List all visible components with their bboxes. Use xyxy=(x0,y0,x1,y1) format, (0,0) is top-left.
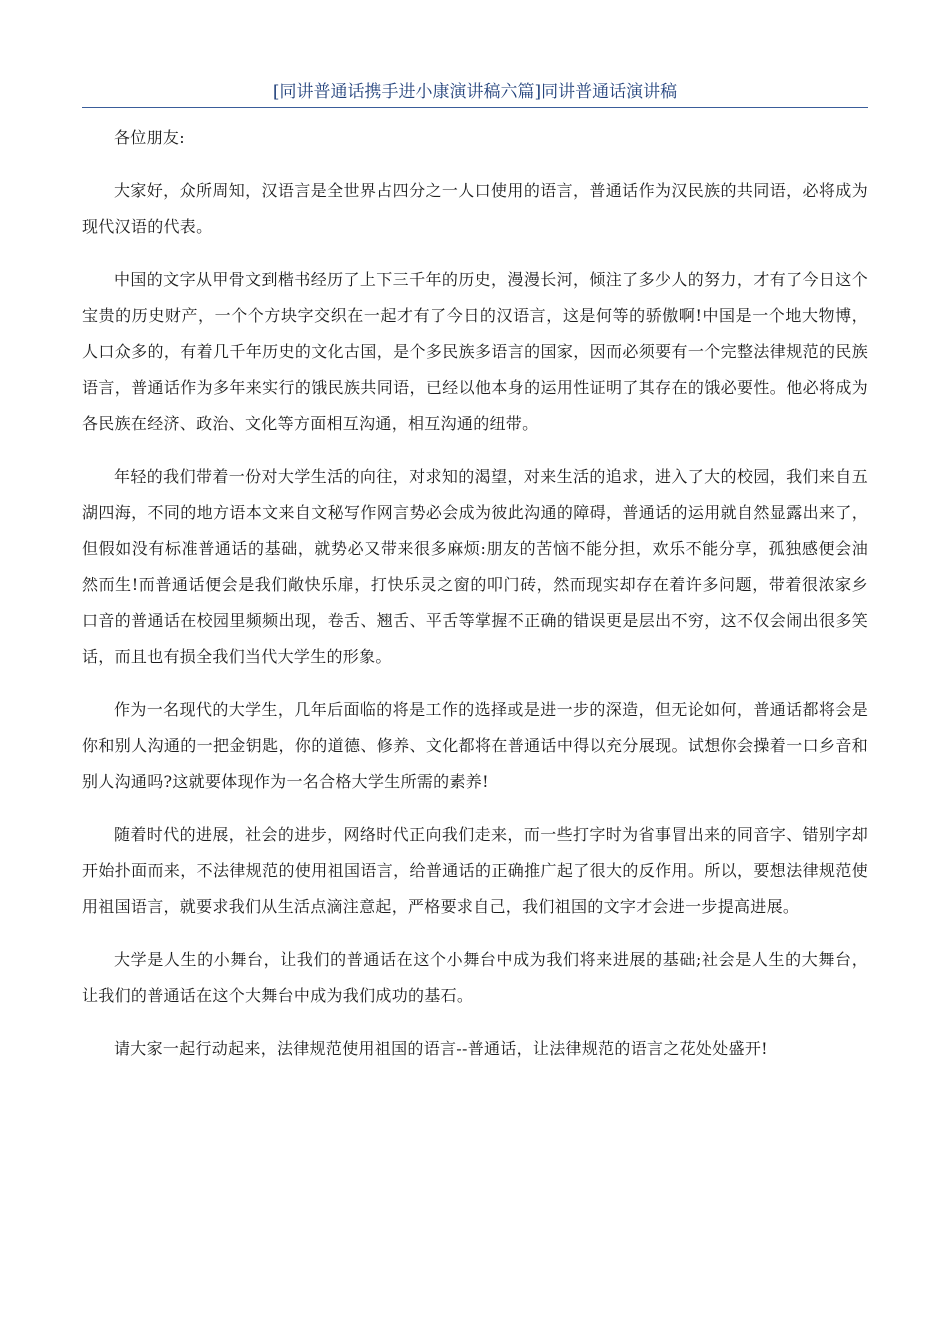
paragraph: 年轻的我们带着一份对大学生活的向往，对求知的渴望，对来生活的追求，进入了大的校园，我们来自五湖四海，不同的地方语本文来自文秘写作网言势必会成为彼此沟通的障碍，普通话的运用就自然显露出来了，但假如没有标准普通话的基础，就势必又带来很多麻烦:朋友的苦恼不能分担，欢乐不能分享，孤独感便会油然而生!而普通话便会是我们敞快乐扉，打快乐灵之窗的叩门砖，然而现实却存在着许多问题，带着很浓家乡口音的普通话在校园里频频出现，卷舌、翘舌、平舌等掌握不正确的错误更是层出不穷，这不仅会闹出很多笑话，而且也有损全我们当代大学生的形象。 xyxy=(82,467,868,666)
document-body xyxy=(82,120,868,1084)
title-underline xyxy=(82,107,868,108)
paragraph: 作为一名现代的大学生，几年后面临的将是工作的选择或是进一步的深造，但无论如何，普通话都将会是你和别人沟通的一把金钥匙，你的道德、修养、文化都将在普通话中得以充分展现。试想你会操着一口乡音和别人沟通吗?这就要体现作为一名合格大学生所需的素养! xyxy=(82,700,868,791)
paragraph: 随着时代的进展，社会的进步，网络时代正向我们走来，而一些打字时为省事冒出来的同音字、错别字却开始扑面而来，不法律规范的使用祖国语言，给普通话的正确推广起了很大的反作用。所以，要想法律规范使用祖国语言，就要求我们从生活点滴注意起，严格要求自己，我们祖国的文字才会进一步提高进展。 xyxy=(82,825,868,916)
greeting: 各位朋友: xyxy=(114,128,185,147)
paragraph: 中国的文字从甲骨文到楷书经历了上下三千年的历史，漫漫长河，倾注了多少人的努力，才有了今日这个宝贵的历史财产，一个个方块字交织在一起才有了今日的汉语言，这是何等的骄傲啊!中国是一个地大物博，人口众多的，有着几千年历史的文化古国，是个多民族多语言的国家，因而必须要有一个完整法律规范的民族语言，普通话作为多年来实行的饿民族共同语，已经以他本身的运用性证明了其存在的饿必要性。他必将成为各民族在经济、政治、文化等方面相互沟通，相互沟通的纽带。 xyxy=(82,270,868,433)
paragraph: 大学是人生的小舞台，让我们的普通话在这个小舞台中成为我们将来进展的基础;社会是人生的大舞台，让我们的普通话在这个大舞台中成为我们成功的基石。 xyxy=(82,950,868,1005)
paragraph: 请大家一起行动起来，法律规范使用祖国的语言--普通话，让法律规范的语言之花处处盛开! xyxy=(114,1039,768,1058)
paragraph: 大家好，众所周知，汉语言是全世界占四分之一人口使用的语言，普通话作为汉民族的共同语，必将成为现代汉语的代表。 xyxy=(82,181,868,236)
document-title: [同讲普通话携手进小康演讲稿六篇]同讲普通话演讲稿 xyxy=(272,82,678,102)
